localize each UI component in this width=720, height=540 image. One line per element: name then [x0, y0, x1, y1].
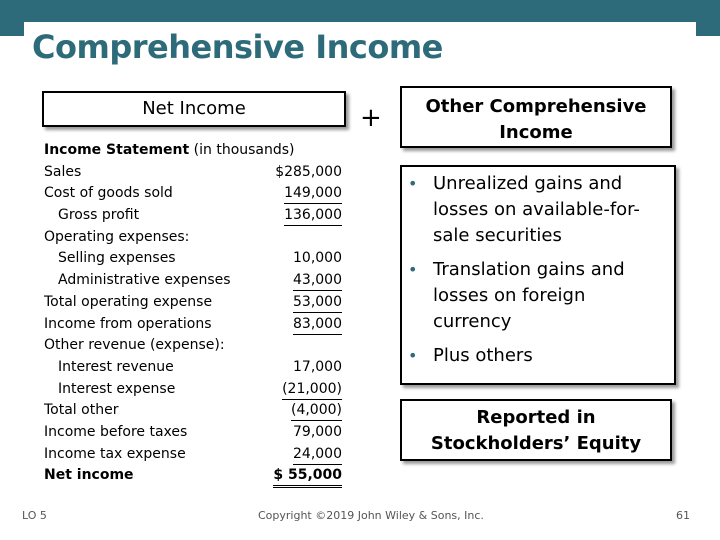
statement-row — [44, 162, 354, 184]
row-label: Cost of goods sold — [44, 185, 173, 202]
net-income-box: Net Income — [42, 91, 346, 127]
row-value: 53,000 — [293, 292, 342, 313]
row-label: Income before taxes — [44, 423, 188, 440]
row-label: Operating expenses: — [44, 228, 190, 245]
row-label: Net income — [44, 467, 134, 484]
statement-row — [44, 314, 354, 336]
statement-row — [44, 205, 354, 227]
row-label: Interest expense — [58, 380, 176, 397]
row-value: 10,000 — [293, 250, 342, 267]
row-label: Other revenue (expense): — [44, 337, 225, 354]
row-value: 83,000 — [293, 314, 342, 335]
statement-row — [44, 444, 354, 466]
page-number: 61 — [676, 509, 690, 522]
learning-objective-label: LO 5 — [22, 509, 47, 522]
statement-row — [44, 292, 354, 314]
reported-box — [400, 399, 672, 461]
statement-row — [44, 400, 354, 422]
statement-heading-title: Income Statement — [44, 142, 190, 158]
slide-title: Comprehensive Income — [32, 28, 443, 66]
list-item-line: Translation gains and — [433, 259, 625, 280]
row-value: (4,000) — [291, 400, 342, 421]
list-item — [402, 171, 674, 249]
statement-row — [44, 357, 354, 379]
statement-heading-units: (in thousands) — [189, 142, 295, 158]
row-value: 136,000 — [284, 205, 342, 226]
banner-corner-left — [0, 22, 24, 36]
row-value: (21,000) — [282, 379, 342, 400]
row-value: 149,000 — [284, 183, 342, 204]
statement-row — [44, 379, 354, 401]
statement-row — [44, 422, 354, 444]
row-label: Interest revenue — [58, 358, 174, 375]
list-item-line: Unrealized gains and — [433, 173, 623, 194]
row-label: Total operating expense — [44, 293, 213, 310]
statement-row — [44, 183, 354, 205]
row-label: Selling expenses — [58, 250, 176, 267]
statement-row — [44, 227, 354, 249]
bullet-icon: • — [408, 346, 418, 365]
reported-box-line2: Stockholders’ Equity — [430, 433, 642, 454]
row-label: Total other — [44, 402, 119, 419]
row-label: Income tax expense — [44, 445, 186, 462]
row-label: Income from operations — [44, 315, 212, 332]
bullet-icon: • — [408, 260, 418, 279]
row-label: Sales — [44, 163, 82, 180]
list-item — [402, 343, 674, 369]
row-value: $285,000 — [275, 163, 342, 180]
row-label: Administrative expenses — [58, 272, 231, 289]
statement-row — [44, 248, 354, 270]
row-value: 79,000 — [293, 423, 342, 440]
row-label: Gross profit — [58, 207, 140, 224]
statement-heading — [44, 140, 354, 162]
list-item-line: Plus others — [433, 345, 533, 366]
plus-sign: + — [360, 103, 382, 133]
list-item-line: losses on foreign — [433, 285, 586, 306]
oci-box-line2: Income — [499, 122, 573, 143]
list-item-line: losses on available-for- — [433, 199, 640, 220]
statement-row — [44, 335, 354, 357]
row-value: 43,000 — [293, 270, 342, 291]
top-banner — [0, 0, 720, 22]
statement-row — [44, 270, 354, 292]
income-statement — [44, 140, 354, 487]
oci-box-line1: Other Comprehensive — [425, 96, 647, 117]
list-item-line: currency — [433, 311, 512, 332]
banner-corner-right — [696, 22, 720, 36]
row-value: 24,000 — [293, 444, 342, 465]
oci-box — [400, 86, 672, 148]
oci-items-box — [400, 165, 676, 385]
row-value: 17,000 — [293, 358, 342, 375]
row-value: $ 55,000 — [273, 465, 342, 488]
copyright-notice: Copyright ©2019 John Wiley & Sons, Inc. — [258, 509, 484, 522]
list-item-line: sale securities — [433, 225, 562, 246]
list-item — [402, 257, 674, 335]
statement-row — [44, 465, 354, 487]
oci-items-list — [402, 167, 674, 369]
reported-box-line1: Reported in — [476, 407, 596, 428]
bullet-icon: • — [408, 174, 418, 193]
